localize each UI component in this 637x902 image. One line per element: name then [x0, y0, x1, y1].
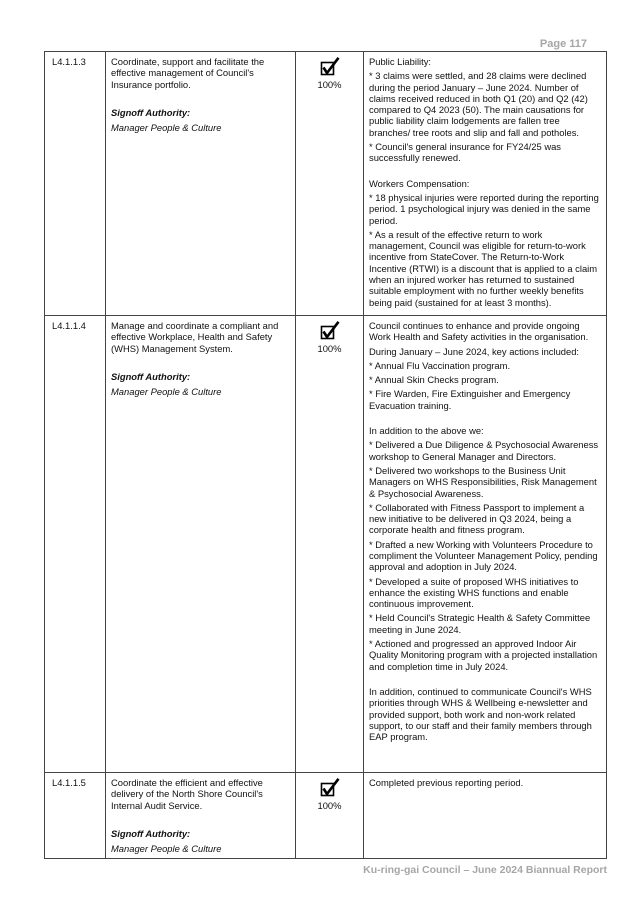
comment-paragraph: * 18 physical injuries were reported during the reporting period. 1 psychological injury was denied in the same period.	[369, 191, 599, 226]
signoff-label: Signoff Authority:	[111, 106, 191, 118]
status-cell	[296, 52, 364, 316]
comment-paragraph: * Drafted a new Working with Volunteers Procedure to compliment the Volunteer Management Policy, pending approval and adoption in July 2024.	[369, 538, 598, 573]
comment-paragraph: * Council's general insurance for FY24/25 was successfully renewed.	[369, 141, 561, 164]
comment-paragraph: In addition to the above we:	[369, 425, 484, 437]
report-footer: Ku-ring-gai Council – June 2024 Biannual Report	[363, 864, 607, 876]
comment-paragraph: * 3 claims were settled, and 28 claims were declined during the period January – June 2024. Number of claims received reduced in both Q1 (20) and Q2 (42) compared to Q4 2023 (50). The main causations for public liability claim lodgements are fallen tree branches/ tree roots and slip and fall and potholes.	[369, 70, 588, 138]
comment-paragraph: Workers Compensation:	[369, 177, 470, 189]
comment-paragraph: * Developed a suite of proposed WHS initiatives to enhance the existing WHS functions and enable continuous improvement.	[369, 575, 579, 610]
comment-paragraph: During January – June 2024, key actions included:	[369, 345, 580, 357]
comment-paragraph: Completed previous reporting period.	[369, 776, 524, 788]
progress-comment	[364, 52, 607, 316]
comment-paragraph: * Annual Flu Vaccination program.	[369, 359, 511, 371]
comment-paragraph: * Delivered a Due Diligence & Psychosocial Awareness workshop to General Manager and Directors.	[369, 439, 599, 462]
comment-paragraph: In addition, continued to communicate Council's WHS priorities through WHS & Wellbeing e-newsletter and provided support, both work and non-work related support, to our staff and their family members through EAP program.	[369, 685, 592, 743]
progress-comment	[364, 772, 607, 858]
comment-paragraph: * Annual Skin Checks program.	[369, 374, 499, 386]
action-description-cell	[106, 315, 296, 772]
checkbox-tick-icon	[320, 321, 340, 341]
status-cell	[296, 772, 364, 858]
checkbox-tick-icon	[320, 778, 340, 798]
table-row	[45, 772, 607, 858]
action-report-table	[44, 51, 607, 859]
comment-paragraph: * Held Council's Strategic Health & Safety Committee meeting in June 2024.	[369, 612, 591, 635]
completion-percent: 100%	[317, 799, 342, 811]
signoff-authority: Manager People & Culture	[111, 386, 222, 398]
comment-paragraph: * Fire Warden, Fire Extinguisher and Emergency Evacuation training.	[369, 388, 571, 411]
action-description: Coordinate the efficient and effective delivery of the North Shore Council's Internal Audit Service.	[111, 776, 263, 811]
table-row	[45, 315, 607, 772]
action-code: L4.1.1.3	[45, 52, 106, 316]
signoff-label: Signoff Authority:	[111, 370, 191, 382]
action-description: Manage and coordinate a compliant and effective Workplace, Health and Safety (WHS) Management System.	[111, 319, 279, 354]
comment-paragraph: * Collaborated with Fitness Passport to implement a new initiative to be delivered in Q3 2024, being a corporate health and fitness program.	[369, 501, 585, 536]
checkbox-tick-icon	[320, 57, 340, 77]
completion-percent: 100%	[317, 342, 342, 354]
comment-paragraph: Public Liability:	[369, 56, 432, 67]
signoff-authority: Manager People & Culture	[111, 843, 222, 855]
comment-paragraph: * Actioned and progressed an approved Indoor Air Quality Monitoring program with a projected installation and completion time in July 2024.	[369, 638, 598, 672]
signoff-label: Signoff Authority:	[111, 827, 191, 839]
action-code: L4.1.1.4	[45, 315, 106, 772]
action-description-cell	[106, 52, 296, 316]
table-row	[45, 52, 607, 316]
status-cell	[296, 315, 364, 772]
comment-paragraph: * Delivered two workshops to the Business Unit Managers on WHS Responsibilities, Risk Management & Psychosocial Awareness.	[369, 464, 597, 499]
completion-percent: 100%	[317, 79, 342, 90]
signoff-authority: Manager People & Culture	[111, 122, 222, 134]
comment-paragraph: * As a result of the effective return to work management, Council was eligible for return-to-work incentive from StateCover. The Return-to-Work Incentive (RTWI) is a discount that is applied to a claim when an injured worker has returned to sustained suitable employment with no further weekly benefits being paid (sustained for at least 3 months).	[369, 228, 598, 308]
page-number: Page 117	[539, 38, 587, 50]
action-description: Coordinate, support and facilitate the effective management of Council's Insurance portfolio.	[111, 56, 265, 90]
comment-paragraph: Council continues to enhance and provide ongoing Work Health and Safety activities in the organisation.	[369, 319, 589, 343]
action-description-cell	[106, 772, 296, 858]
progress-comment	[364, 315, 607, 772]
action-code: L4.1.1.5	[45, 772, 106, 858]
